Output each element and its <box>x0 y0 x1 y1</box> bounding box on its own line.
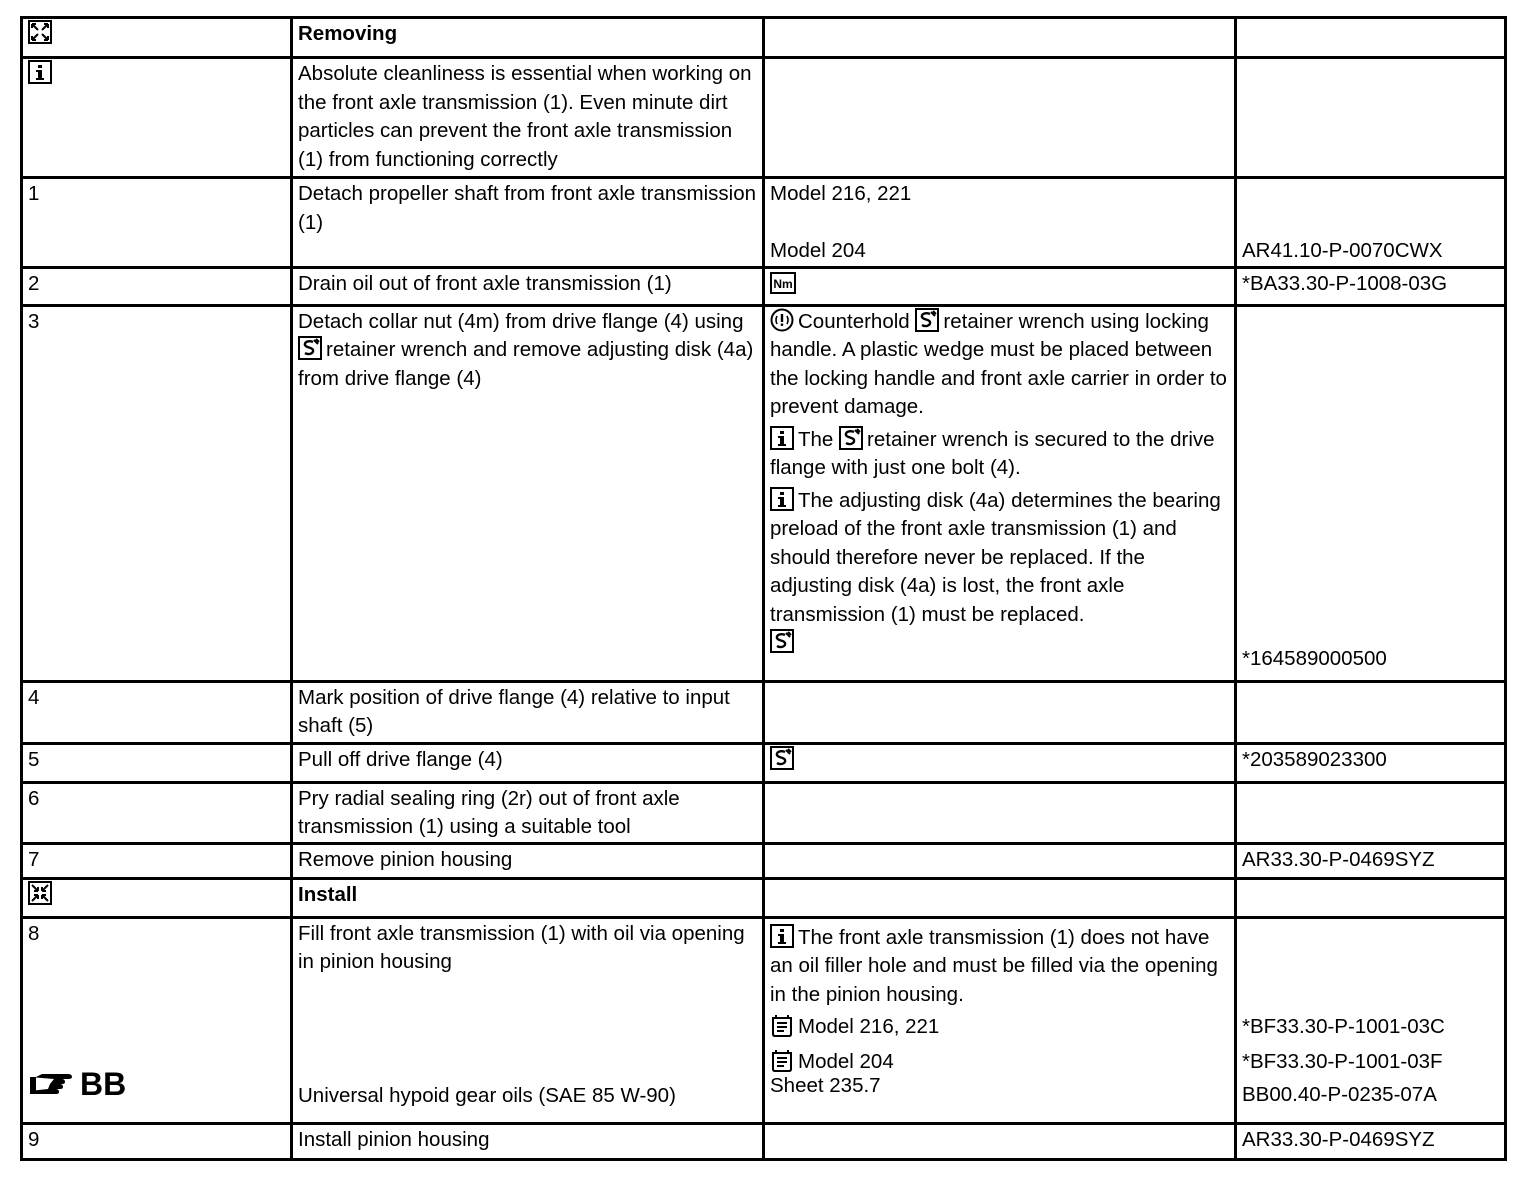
filling-capacity-icon <box>770 1013 794 1037</box>
oil-specification: Universal hypoid gear oils (SAE 85 W-90) <box>298 1083 676 1107</box>
tool-part-number[interactable]: *164589000500 <box>1242 647 1387 670</box>
info-text: The adjusting disk (4a) determines the bearing preload of the front axle transmission (1) and should therefore never be replaced. If the adjusting disk (4a) is lost, the front axle transmission (1) must be replaced. <box>770 488 1221 626</box>
special-tool-icon <box>770 629 794 653</box>
model-condition: Model 216, 221 <box>770 182 912 205</box>
model-condition: Model 204 <box>798 1049 894 1073</box>
removal-icon <box>28 20 52 44</box>
procedure-table <box>20 16 1507 1161</box>
sheet-reference: Sheet 235.7 <box>770 1074 881 1097</box>
table-row <box>22 58 1506 178</box>
filling-capacity-icon <box>770 1048 794 1072</box>
step-number: 1 <box>22 178 292 268</box>
cleanliness-note: Absolute cleanliness is essential when working on the front axle transmission (1). Even minute dirt particles can prevent the front axle transmission (1) from functioning correctly <box>292 58 764 178</box>
step-number: 4 <box>22 681 292 743</box>
step-description: Pry radial sealing ring (2r) out of front axle transmission (1) using a suitable tool <box>292 782 764 843</box>
step-number: 2 <box>22 267 292 305</box>
reference-link[interactable]: *BF33.30-P-1001-03C <box>1242 1014 1445 1038</box>
reference-link[interactable]: AR33.30-P-0469SYZ <box>1236 843 1506 878</box>
model-condition: Model 204 <box>770 239 866 262</box>
table-row <box>22 178 1506 268</box>
step-description: Pull off drive flange (4) <box>292 743 764 782</box>
info-text: The front axle transmission (1) does not have an oil filler hole and must be filled via the opening in the pinion housing. <box>770 925 1218 1006</box>
step-number: 8 <box>28 921 40 945</box>
info-icon <box>770 426 794 450</box>
torque-icon <box>770 272 796 294</box>
step-number: 3 <box>22 305 292 681</box>
special-tool-icon <box>298 336 322 360</box>
model-condition: Model 216, 221 <box>798 1015 940 1038</box>
table-row <box>22 878 1506 917</box>
step-description: Mark position of drive flange (4) relative to input shaft (5) <box>292 681 764 743</box>
bb-label: BB <box>80 1066 127 1102</box>
step-description: Detach propeller shaft from front axle transmission (1) <box>292 178 764 268</box>
caution-text: retainer wrench using locking handle. A plastic wedge must be placed between the locking handle and front axle carrier in order to prevent damage. <box>770 309 1227 418</box>
reference-link[interactable]: *BA33.30-P-1008-03G <box>1236 267 1506 305</box>
info-icon <box>28 60 52 84</box>
step-description: Drain oil out of front axle transmission (1) <box>292 267 764 305</box>
reference-link[interactable]: BB00.40-P-0235-07A <box>1242 1082 1437 1106</box>
caution-text: Counterhold <box>798 309 910 333</box>
step-number: 6 <box>22 782 292 843</box>
table-row <box>22 681 1506 743</box>
table-row <box>22 843 1506 878</box>
step-description: Detach collar nut (4m) from drive flange (4) using <box>298 309 744 333</box>
pointing-hand-icon <box>28 1071 76 1097</box>
special-tool-icon <box>770 746 794 770</box>
table-row <box>22 1123 1506 1159</box>
step-description: Remove pinion housing <box>292 843 764 878</box>
step-description: retainer wrench and remove adjusting disk (4a) from drive flange (4) <box>298 338 754 390</box>
special-tool-icon <box>915 308 939 332</box>
step-description: Fill front axle transmission (1) with oil via opening in pinion housing <box>298 921 745 973</box>
table-row <box>22 782 1506 843</box>
reference-link[interactable]: *BF33.30-P-1001-03F <box>1242 1050 1443 1073</box>
special-tool-icon <box>839 426 863 450</box>
reference-link[interactable]: AR33.30-P-0469SYZ <box>1236 1123 1506 1159</box>
info-text: The <box>798 427 834 451</box>
install-icon <box>28 881 52 905</box>
step-number: 5 <box>22 743 292 782</box>
reference-link[interactable]: AR41.10-P-0070CWX <box>1242 239 1443 262</box>
info-icon <box>770 487 794 511</box>
table-row <box>22 305 1506 681</box>
caution-icon <box>770 308 794 332</box>
step-number: 9 <box>22 1123 292 1159</box>
section-title-install: Install <box>292 878 764 917</box>
table-row <box>22 18 1506 58</box>
step-description: Install pinion housing <box>292 1123 764 1159</box>
table-row <box>22 917 1506 1123</box>
tool-part-number[interactable]: *203589023300 <box>1236 743 1506 782</box>
info-text: retainer wrench is secured to the drive flange with just one bolt (4). <box>770 427 1215 479</box>
section-title-removing: Removing <box>292 18 764 58</box>
table-row <box>22 743 1506 782</box>
info-icon <box>770 924 794 948</box>
step-number: 7 <box>22 843 292 878</box>
table-row <box>22 267 1506 305</box>
svg-text:Nm: Nm <box>773 276 793 291</box>
